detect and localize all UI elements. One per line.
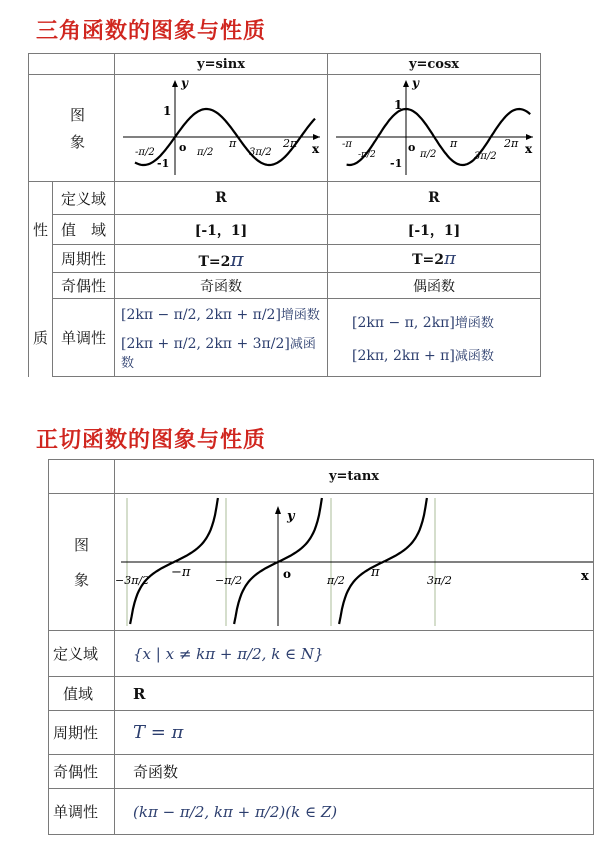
range-label: 值 域 <box>53 215 115 245</box>
tan-graph-label: 图 象 <box>49 494 115 631</box>
tan-parity: 奇函数 <box>115 755 594 789</box>
tan-domain: {x | x ≠ kπ + π/2, k ∈ N} <box>115 631 594 677</box>
sin-origin-label: o <box>179 141 187 154</box>
sin-negpi2-label: -π/2 <box>135 147 155 158</box>
cos-parity: 偶函数 <box>328 273 541 299</box>
tan-range-label: 值域 <box>49 677 115 711</box>
tan-period: T = π <box>115 711 594 755</box>
cos-negpi2-label: -π/2 <box>358 150 376 160</box>
cos-2pi-label: 2π <box>504 137 519 150</box>
tan-range: R <box>115 677 594 711</box>
sin-graph-cell <box>115 75 328 182</box>
tan-parity-label: 奇偶性 <box>49 755 115 789</box>
tan-negpi-label: −π <box>171 565 191 580</box>
sin-parity: 奇函数 <box>115 273 328 299</box>
tan-3pi2-label: 3π/2 <box>427 574 452 587</box>
tan-title: 正切函数的图象与性质 <box>36 428 267 453</box>
domain-label: 定义域 <box>53 182 115 215</box>
sin-neg1-label: -1 <box>157 157 170 170</box>
corner-cell <box>29 54 115 75</box>
graph-row-label: 图 象 <box>29 75 115 182</box>
sin-mono: [2kπ − π/2, 2kπ + π/2]增函数 [2kπ + π/2, 2kπ + 3π/2]减函数 <box>115 299 328 377</box>
side-label-top: 性 <box>32 220 48 239</box>
cos-neg1-label: -1 <box>390 157 403 170</box>
cos-origin-label: o <box>408 141 416 154</box>
cos-period: T=2π <box>328 245 541 273</box>
sin-period: T=2π <box>115 245 328 273</box>
tan-negpi2-label: −π/2 <box>215 574 243 587</box>
cos-graph-cell <box>328 75 541 182</box>
cos-3pi2-label: 3π/2 <box>474 151 497 162</box>
tan-mono-label: 单调性 <box>49 789 115 835</box>
cos-negpi-label: -π <box>342 139 352 150</box>
sin-range: [-1，1] <box>115 215 328 245</box>
tan-graph <box>115 494 594 626</box>
side-label-bottom: 质 <box>32 328 48 347</box>
tan-graph-cell <box>115 494 594 631</box>
trig-title: 三角函数的图象与性质 <box>36 19 267 44</box>
sin-2pi-label: 2π <box>283 137 298 150</box>
tan-period-label: 周期性 <box>49 711 115 755</box>
cos-range: [-1，1] <box>328 215 541 245</box>
side-label-cell <box>29 182 53 215</box>
cos-pi-label: π <box>450 137 458 150</box>
sin-y-label: y <box>181 76 188 90</box>
side-label-top-cell <box>29 215 53 245</box>
tan-mono: (kπ − π/2, kπ + π/2)(k ∈ Z) <box>115 789 594 835</box>
tan-header: y=tanx <box>115 460 594 494</box>
sin-pi-label: π <box>229 137 237 150</box>
cos-graph <box>328 75 541 177</box>
sin-header: y=sinx <box>115 54 328 75</box>
sin-x-label: x <box>312 142 320 156</box>
sin-graph <box>115 75 328 177</box>
tan-corner-cell <box>49 460 115 494</box>
cos-domain: R <box>328 182 541 215</box>
mono-label: 单调性 <box>53 299 115 377</box>
cos-one-label: 1 <box>394 98 403 112</box>
sin-domain: R <box>115 182 328 215</box>
tan-domain-label: 定义域 <box>49 631 115 677</box>
trig-table <box>28 53 541 377</box>
tan-pi2-label: π/2 <box>327 574 345 587</box>
cos-x-label: x <box>525 142 533 156</box>
cos-mono: [2kπ − π, 2kπ]增函数 [2kπ, 2kπ + π]减函数 <box>328 299 541 377</box>
sin-3pi2-label: 3π/2 <box>249 147 272 158</box>
tan-pi-label: π <box>371 565 380 580</box>
tan-neg3pi2-label: −3π/2 <box>115 574 150 587</box>
cos-header: y=cosx <box>328 54 541 75</box>
parity-label: 奇偶性 <box>53 273 115 299</box>
period-label: 周期性 <box>53 245 115 273</box>
sin-pi2-label: π/2 <box>197 147 214 158</box>
tan-origin-label: o <box>283 567 292 581</box>
cos-pi2-label: π/2 <box>420 149 437 160</box>
sin-one-label: 1 <box>163 104 172 118</box>
tan-table <box>48 459 594 835</box>
tan-y-label: y <box>287 509 295 524</box>
cos-y-label: y <box>412 76 419 90</box>
tan-x-label: x <box>581 569 589 584</box>
